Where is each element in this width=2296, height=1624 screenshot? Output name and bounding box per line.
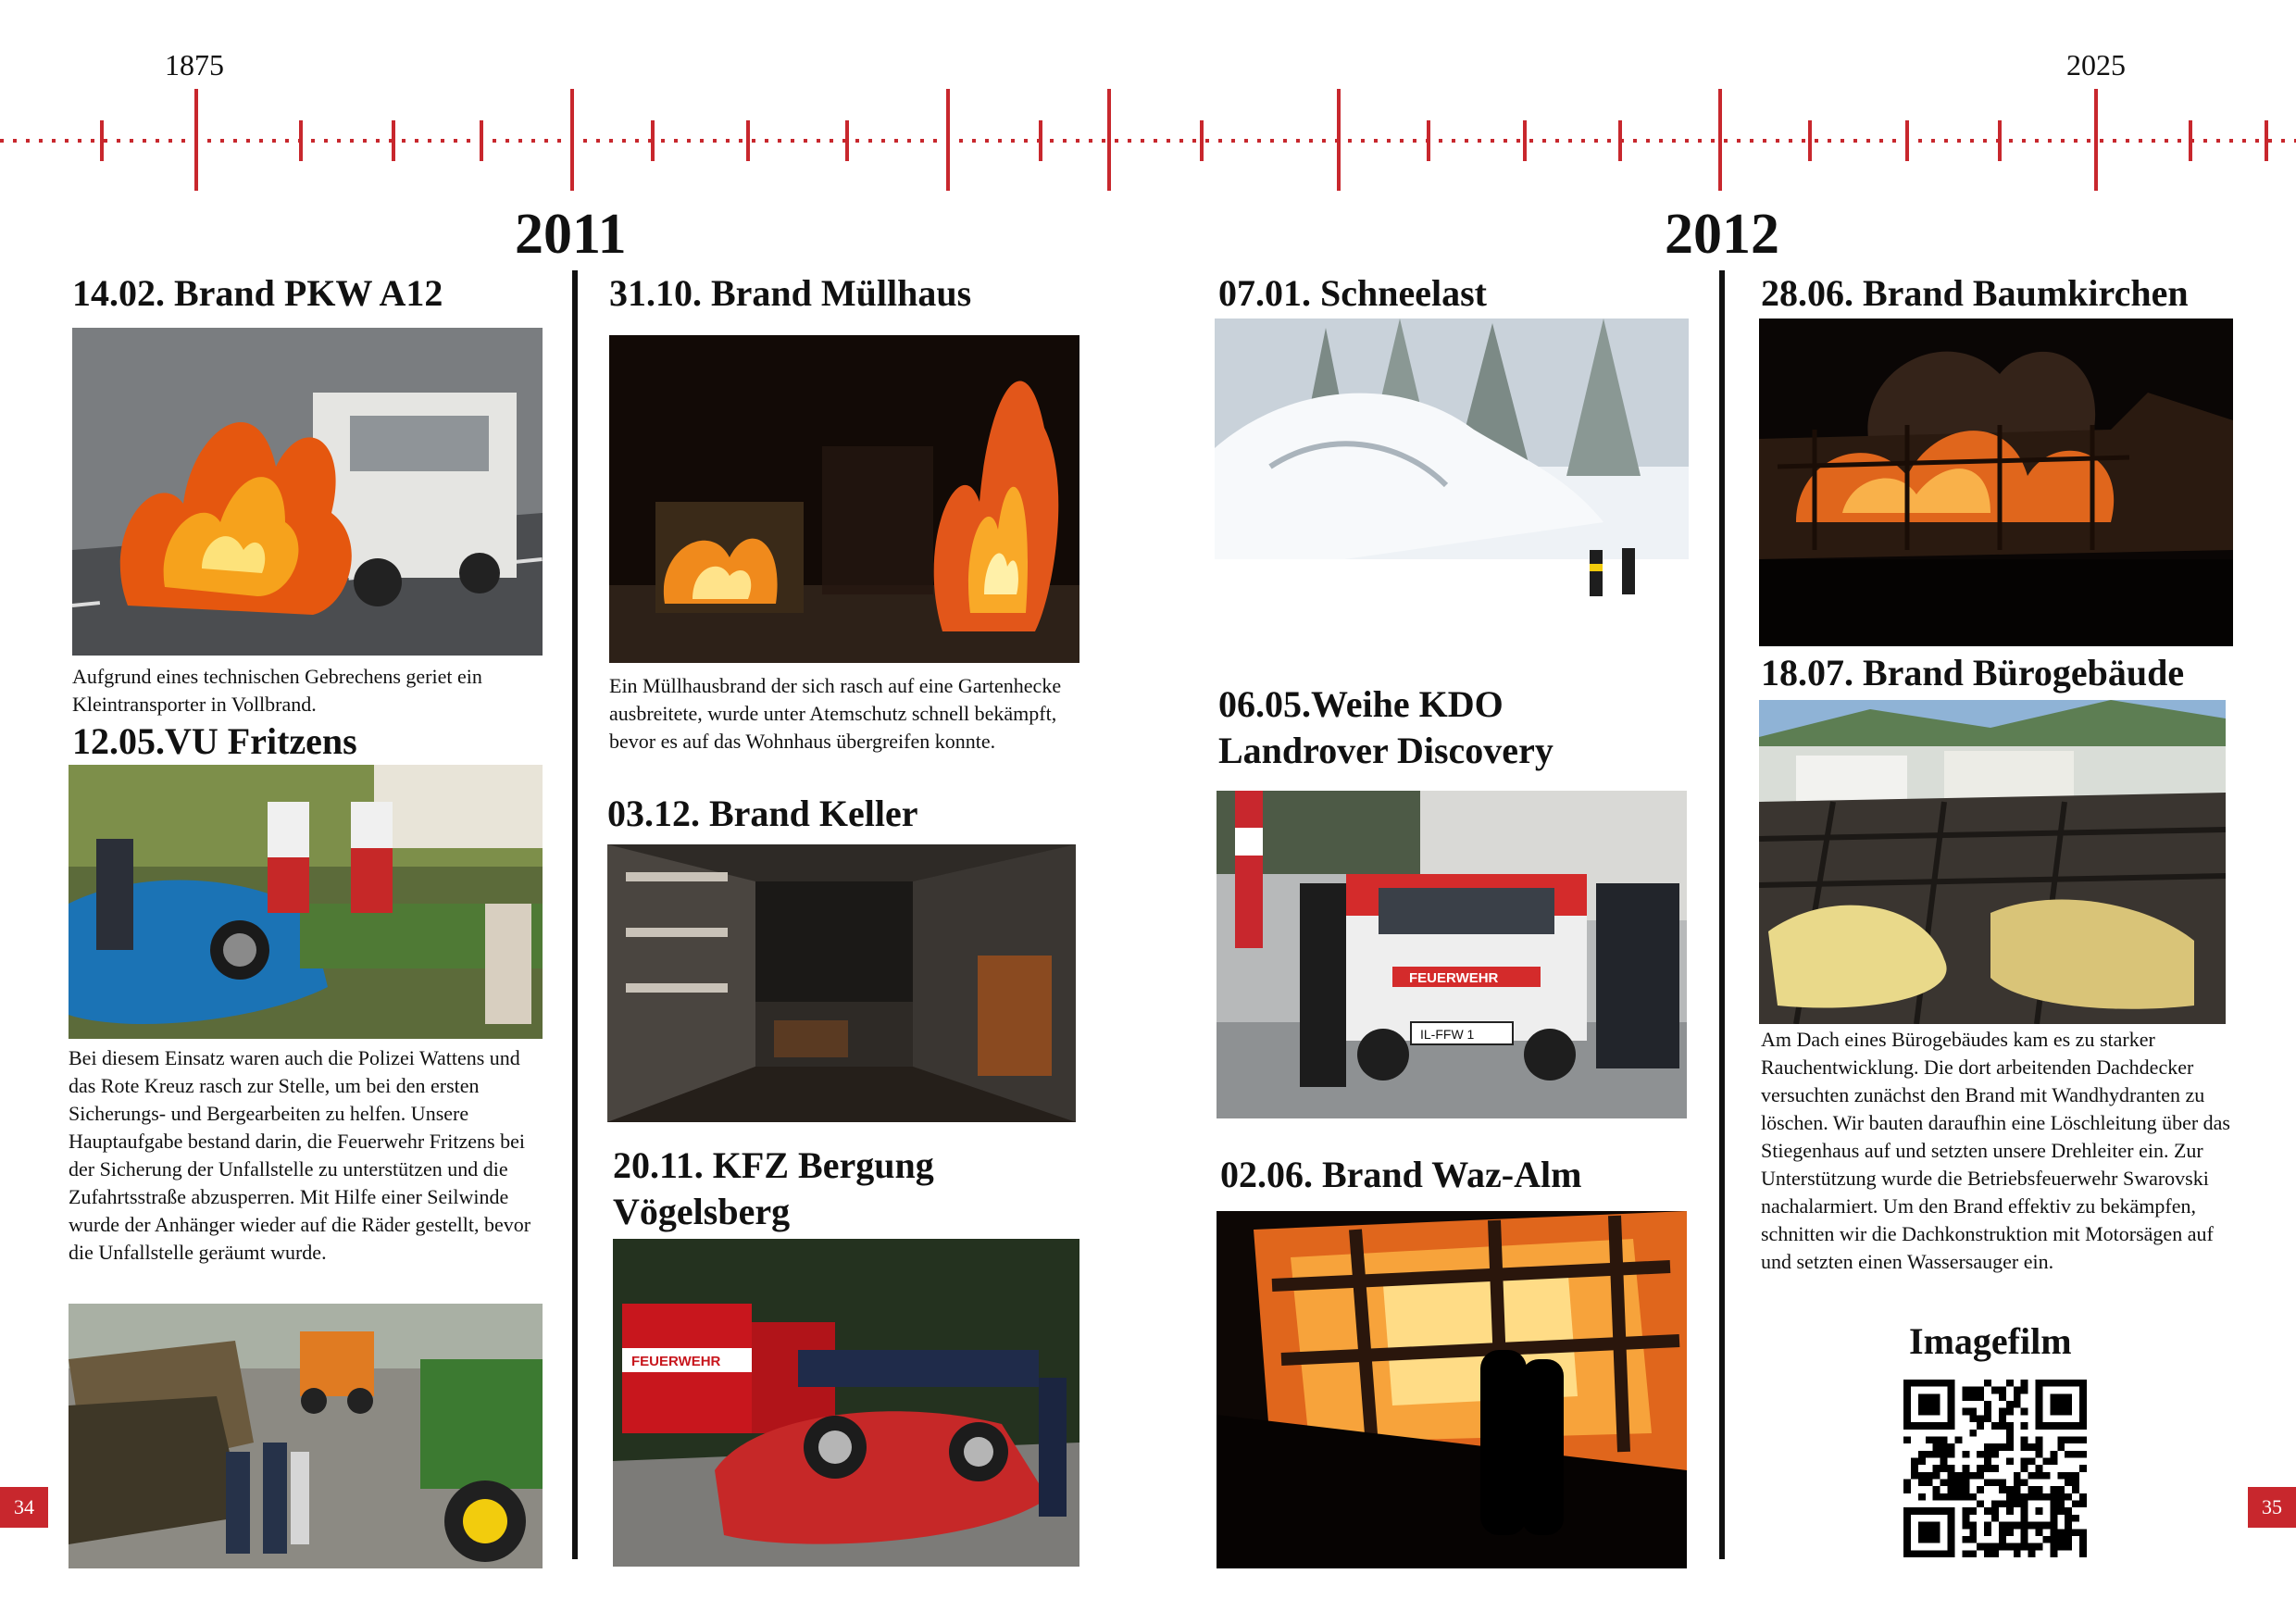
entry-caption-brand-pkw-a12: Aufgrund eines technischen Gebrechens geriet ein Kleintransporter in Vollbrand. <box>72 665 482 716</box>
page-number-right: 35 <box>2248 1487 2296 1528</box>
entry-title-brand-keller: 03.12. Brand Keller <box>607 793 918 834</box>
entry-title-kfz-bergung <box>613 1143 934 1235</box>
timeline-ruler <box>0 0 2296 204</box>
photo-snow-load[interactable] <box>1215 319 1689 646</box>
photo-burning-hut-waz-alm[interactable] <box>1217 1211 1687 1568</box>
photo-burning-waste-house[interactable] <box>609 335 1079 663</box>
entry-title-schneelast: 07.01. Schneelast <box>1218 272 1487 314</box>
entry-title-weihe-kdo <box>1218 681 1554 774</box>
timeline-start-label: 1875 <box>165 48 224 81</box>
entry-title-kfz-bergung-line2: Vögelsberg <box>613 1191 791 1232</box>
column-divider-left <box>572 270 578 1559</box>
entry-caption-vu-fritzens: Bei diesem Einsatz waren auch die Polizei Wattens und das Rote Kreuz rasch zur Stelle, um bei den ersten Sicherungs- und Bergearbeiten zu helfen. Unsere Hauptaufgabe bestand darin, die Feuerwehr Fritzens bei der Sicherung der Unfallstelle zu unterstützen und die Zufahrtsstraße abzusperren. Mit Hilfe einer Seilwinde wurde der Anhänger wieder auf die Räder gestellt, bevor die Unfallstelle geräumt wurde. <box>69 1046 531 1264</box>
photo-vehicle-recovery[interactable] <box>613 1239 1079 1567</box>
timeline-end-label: 2025 <box>2066 48 2126 81</box>
photo-landrover-blessing[interactable] <box>1217 791 1687 1118</box>
imagefilm-qr-code[interactable] <box>1903 1380 2087 1557</box>
imagefilm-title: Imagefilm <box>1909 1320 2072 1362</box>
page-number-left: 34 <box>0 1487 48 1528</box>
entry-title-brand-buerogebaeude: 18.07. Brand Bürogebäude <box>1761 652 2185 693</box>
entry-title-weihe-kdo-line2: Landrover Discovery <box>1218 730 1554 771</box>
entry-caption-brand-buerogebaeude: Am Dach eines Bürogebäudes kam es zu starker Rauchentwicklung. Die dort arbeitenden Dachdecker versuchten zunächst den Brand mit Wandhydranten zu löschen. Wir bauten daraufhin eine Löschleitung über das Stiegenhaus auf und setzten unsere Drehleiter ein. Zur Unterstützung wurde die Betriebsfeuerwehr Swarovski nachalarmiert. Um den Brand effektiv zu bekämpfen, schnitten wir die Dachkonstruktion mit Motorsägen auf und setzten einen Wassersauger ein. <box>1761 1028 2230 1273</box>
photo-accident-site-overview[interactable] <box>69 1304 543 1568</box>
column-divider-right <box>1719 270 1725 1559</box>
fire-truck-label: FEUERWEHR <box>631 1354 721 1369</box>
entry-title-brand-baumkirchen: 28.06. Brand Baumkirchen <box>1761 272 2189 314</box>
year-heading-2012: 2012 <box>1665 203 1779 266</box>
entry-title-brand-muellhaus: 31.10. Brand Müllhaus <box>609 272 972 314</box>
photo-burning-van[interactable] <box>72 328 543 656</box>
entry-title-brand-pkw-a12: 14.02. Brand PKW A12 <box>72 272 443 314</box>
vehicle-feuerwehr-label: FEUERWEHR <box>1409 970 1499 986</box>
photo-damaged-office-roof[interactable] <box>1759 700 2226 1024</box>
year-heading-2011: 2011 <box>515 203 627 266</box>
entry-title-brand-waz-alm: 02.06. Brand Waz-Alm <box>1220 1154 1582 1195</box>
photo-burning-barn-baumkirchen[interactable] <box>1759 319 2233 646</box>
photo-accident-rescue[interactable] <box>69 765 543 1039</box>
license-plate: IL-FFW 1 <box>1420 1027 1475 1042</box>
entry-caption-brand-muellhaus: Ein Müllhausbrand der sich rasch auf eine Gartenhecke ausbreitete, wurde unter Atemschutz schnell bekämpft, bevor es auf das Wohnhaus übergreifen konnte. <box>609 674 1062 753</box>
entry-title-weihe-kdo-line1: 06.05.Weihe KDO <box>1218 683 1504 725</box>
photo-burned-basement[interactable] <box>607 844 1076 1122</box>
entry-title-kfz-bergung-line1: 20.11. KFZ Bergung <box>613 1144 934 1186</box>
entry-title-vu-fritzens: 12.05.VU Fritzens <box>72 720 357 762</box>
